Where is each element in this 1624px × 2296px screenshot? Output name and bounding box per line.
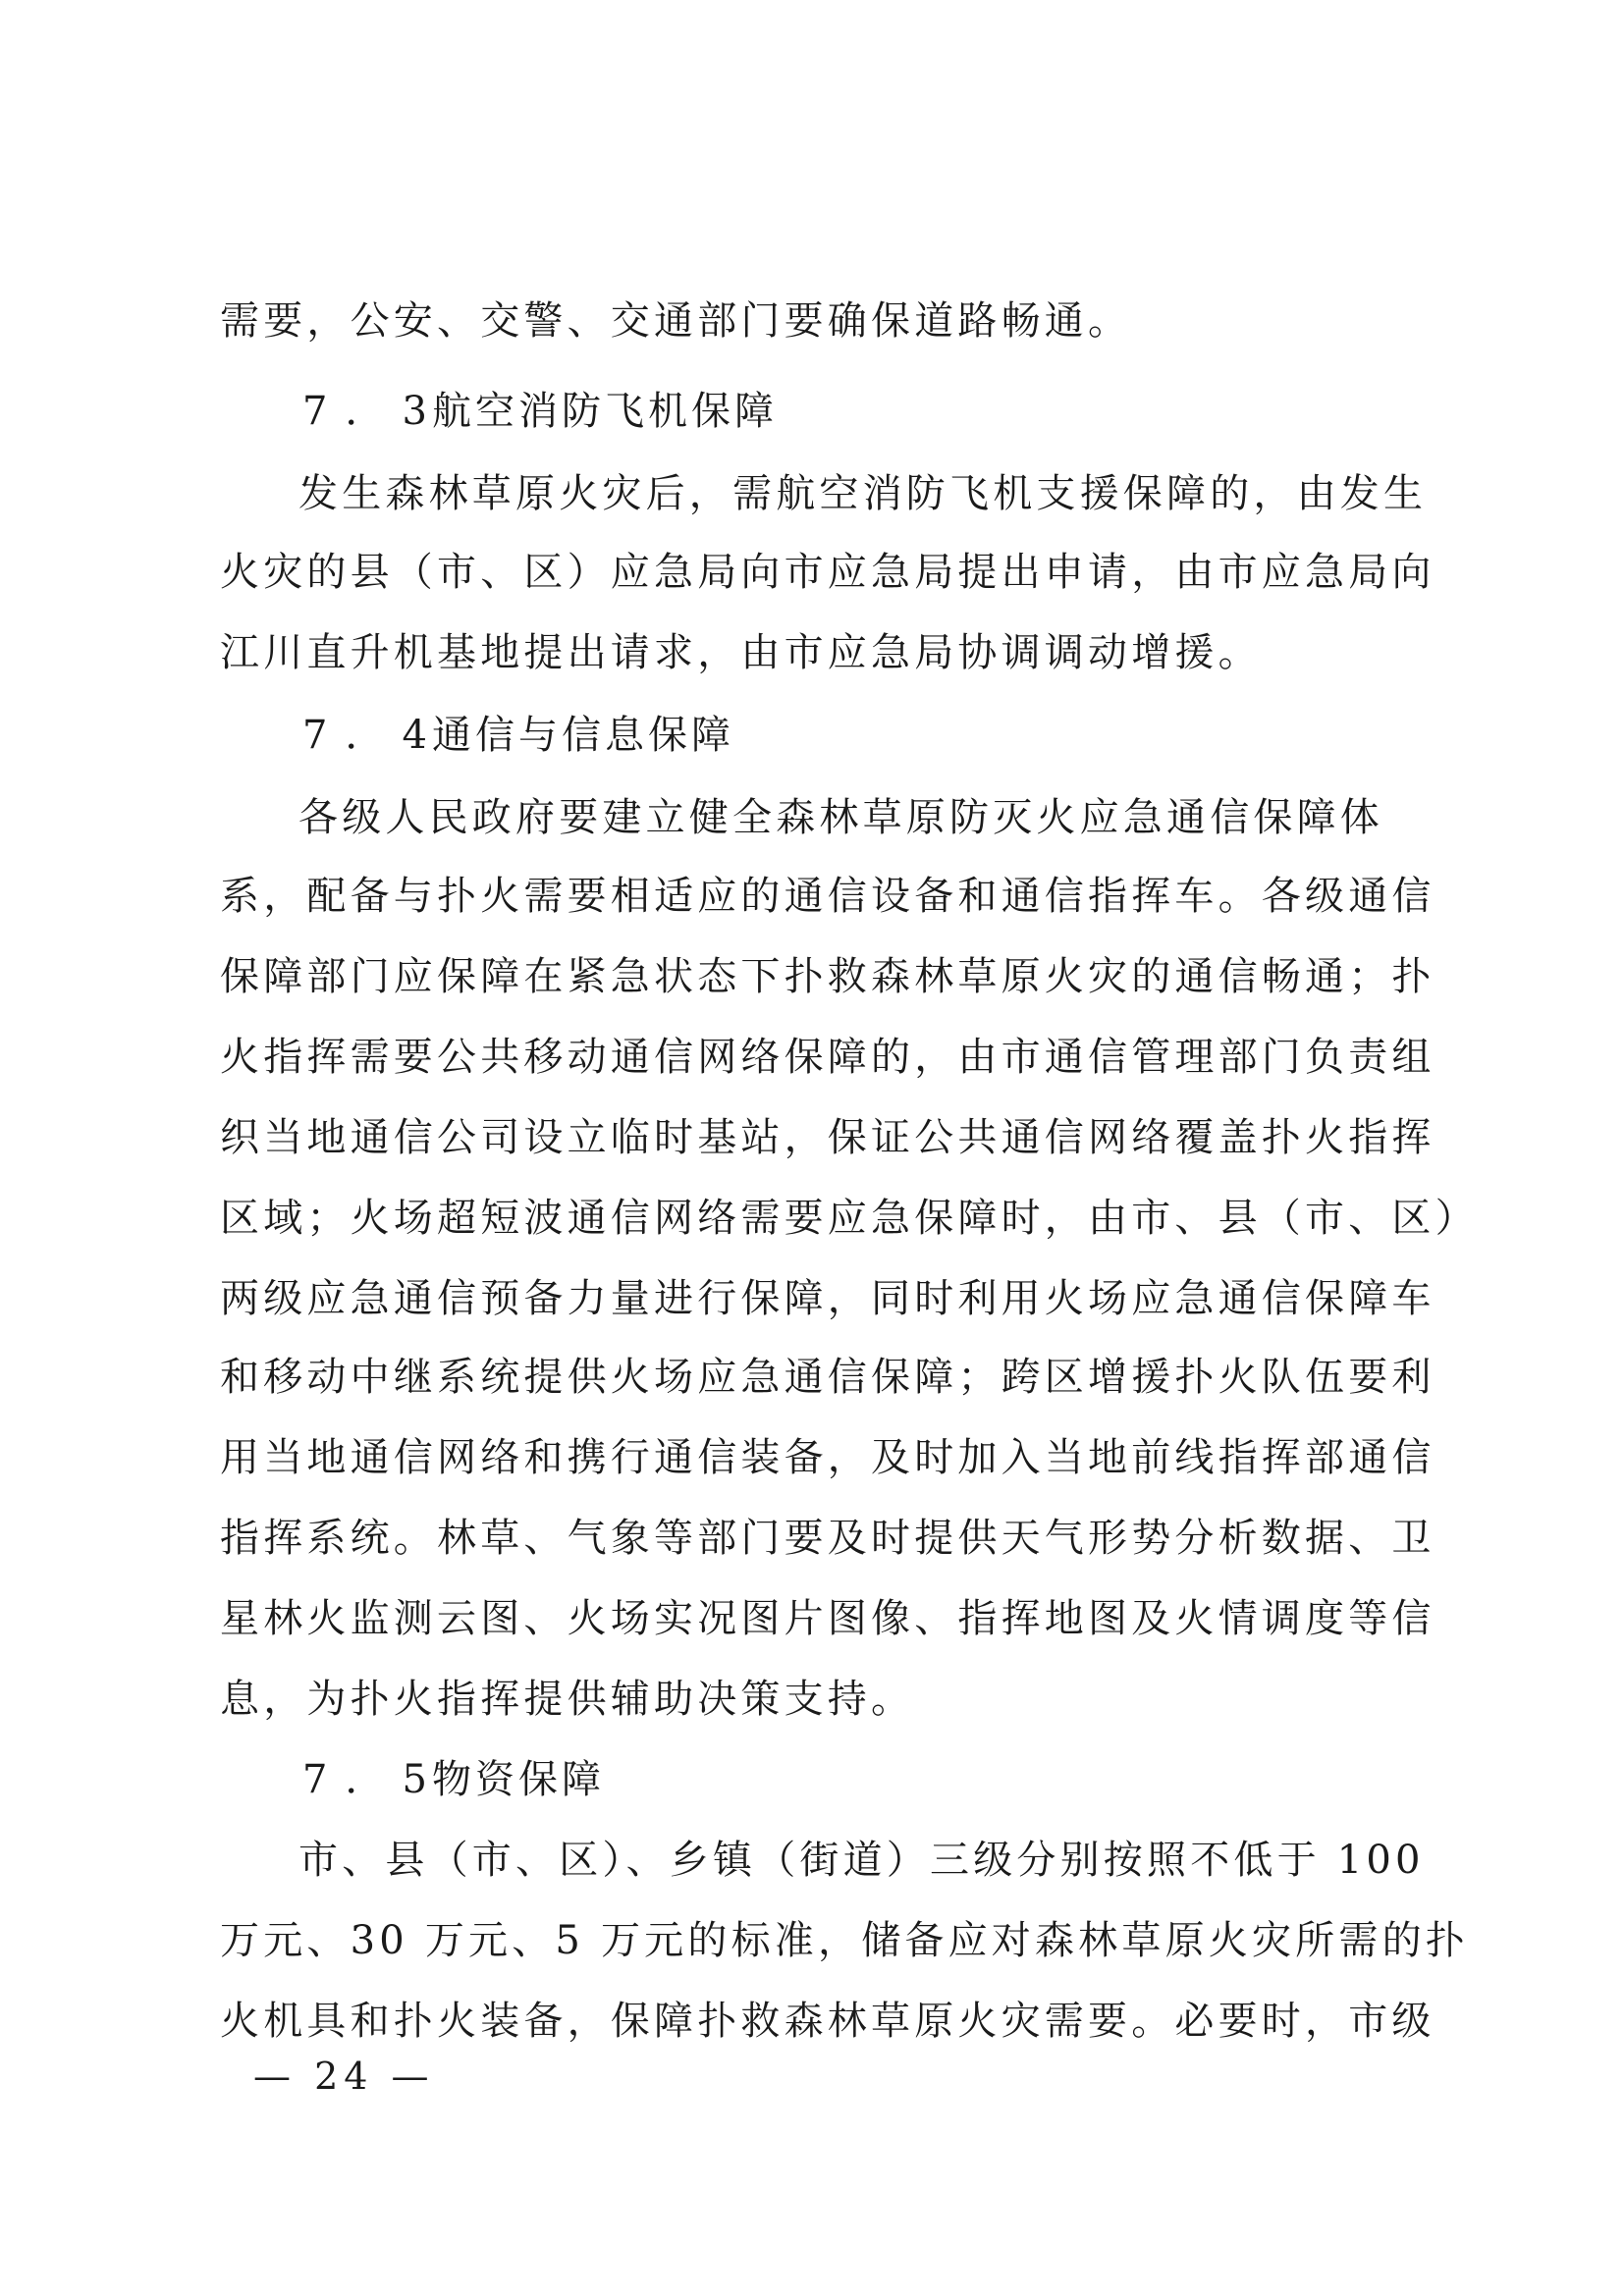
paragraph-line: 火指挥需要公共移动通信网络保障的，由市通信管理部门负责组	[220, 1035, 1435, 1080]
section-heading-7-4	[302, 707, 734, 764]
section-number: 7．3	[302, 389, 445, 434]
paragraph-line: 发生森林草原火灾后，需航空消防飞机支援保障的，由发生	[298, 471, 1428, 516]
paragraph-line: 各级人民政府要建立健全森林草原防灭火应急通信保障体	[298, 795, 1383, 840]
paragraph-line: 火灾的县（市、区）应急局向市应急局提出申请，由市应急局向	[220, 550, 1435, 595]
paragraph-line: 市、县（市、区）、乡镇（街道）三级分别按照不低于 100	[298, 1838, 1425, 1883]
paragraph-line: 和移动中继系统提供火场应急通信保障；跨区增援扑火队伍要利	[220, 1355, 1435, 1400]
section-number: 7．5	[302, 1757, 445, 1802]
section-title: 物资保障	[432, 1757, 605, 1802]
page-number: — 24 —	[253, 2055, 435, 2098]
section-title: 航空消防飞机保障	[432, 389, 778, 434]
paragraph-line: 用当地通信网络和携行通信装备，及时加入当地前线指挥部通信	[220, 1435, 1435, 1480]
paragraph-line: 两级应急通信预备力量进行保障，同时利用火场应急通信保障车	[220, 1276, 1435, 1321]
paragraph-line: 火机具和扑火装备，保障扑救森林草原火灾需要。必要时，市级	[220, 1999, 1435, 2044]
paragraph-line: 指挥系统。林草、气象等部门要及时提供天气形势分析数据、卫	[220, 1516, 1435, 1561]
section-title: 通信与信息保障	[432, 713, 734, 758]
paragraph-line: 息，为扑火指挥提供辅助决策支持。	[220, 1677, 915, 1722]
paragraph-line: 保障部门应保障在紧急状态下扑救森林草原火灾的通信畅通；扑	[220, 954, 1435, 999]
paragraph-line: 万元、30 万元、5 万元的标准，储备应对森林草原火灾所需的扑	[220, 1918, 1469, 1963]
paragraph-line: 系，配备与扑火需要相适应的通信设备和通信指挥车。各级通信	[220, 874, 1435, 919]
paragraph-line: 区域；火场超短波通信网络需要应急保障时，由市、县（市、区）	[220, 1196, 1479, 1241]
section-heading-7-5	[302, 1751, 605, 1808]
paragraph-line: 需要，公安、交警、交通部门要确保道路畅通。	[220, 298, 1132, 344]
paragraph-line: 星林火监测云图、火场实况图片图像、指挥地图及火情调度等信	[220, 1596, 1435, 1641]
section-heading-7-3	[302, 383, 778, 440]
paragraph-line: 织当地通信公司设立临时基站，保证公共通信网络覆盖扑火指挥	[220, 1115, 1435, 1160]
paragraph-line: 江川直升机基地提出请求，由市应急局协调调动增援。	[220, 630, 1262, 675]
section-number: 7．4	[302, 713, 445, 758]
